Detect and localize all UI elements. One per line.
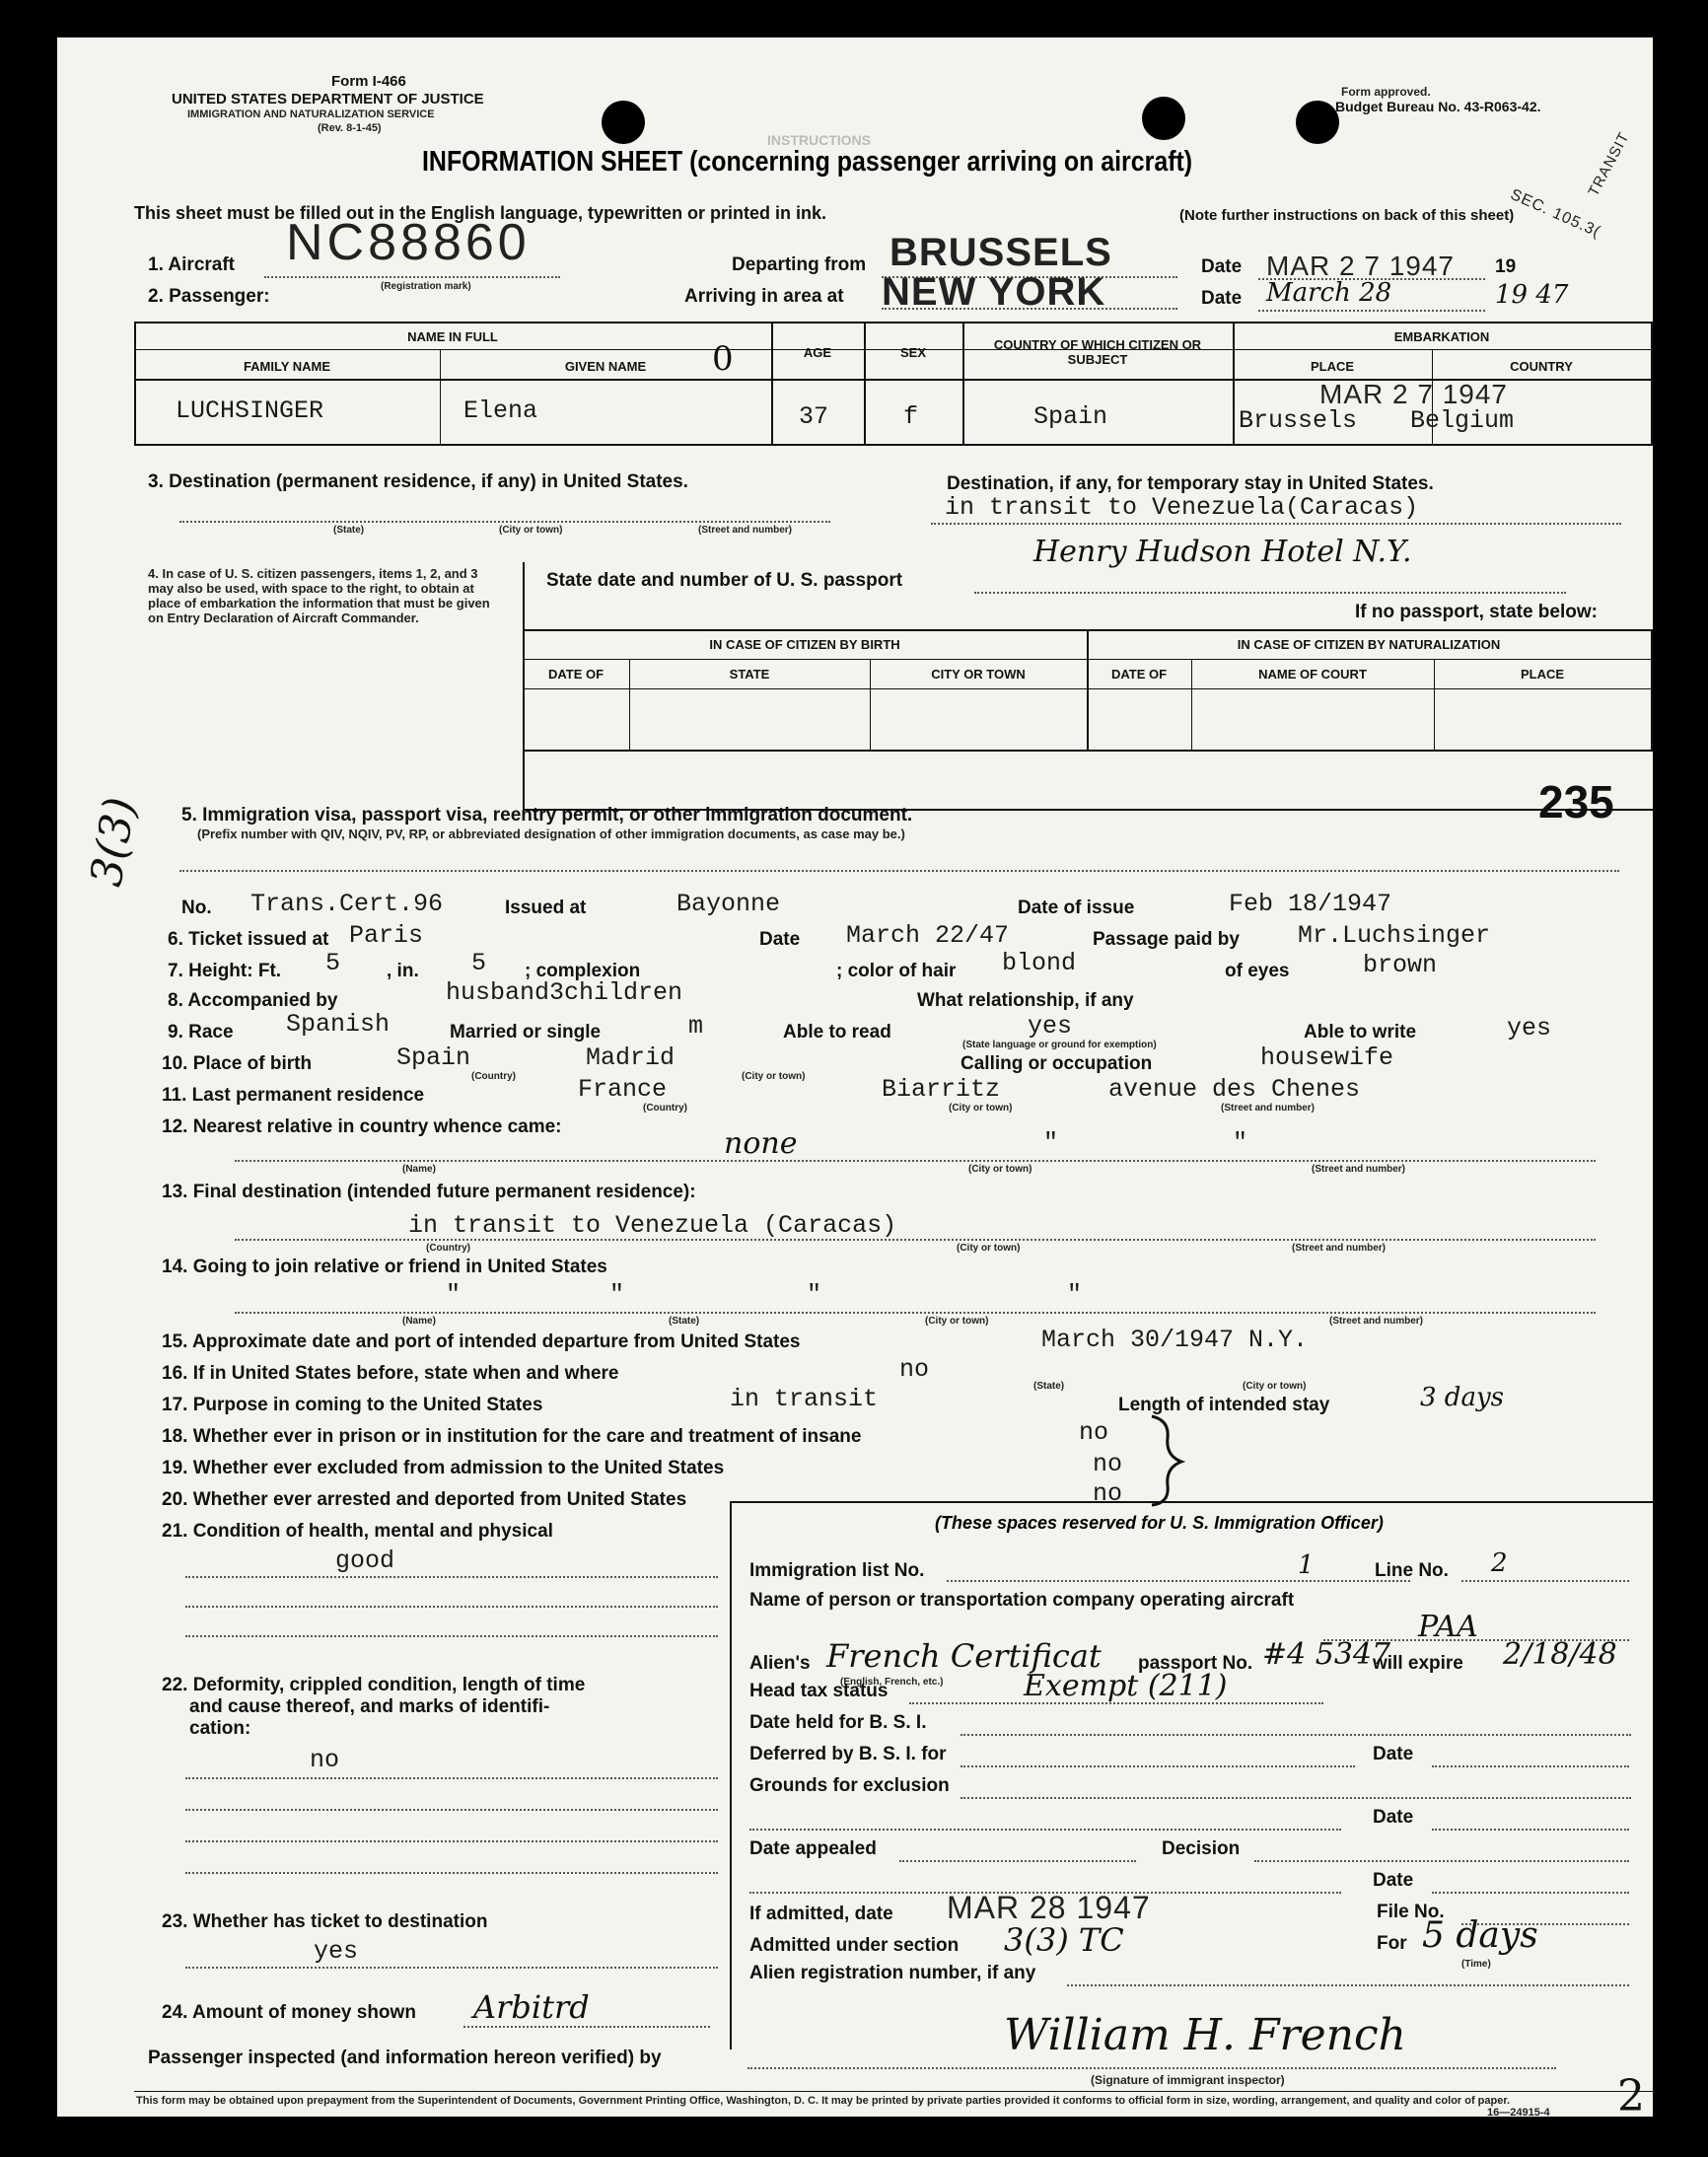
expire-value: 2/18/48 [1503, 1637, 1617, 1672]
date-2-year: 19 47 [1495, 280, 1569, 310]
visa-label: 5. Immigration visa, passport visa, reentry permit, or other immigration document. [181, 805, 913, 826]
temp-destination-value: in transit to Venezuela(Caracas) [945, 493, 1419, 522]
i14-state-caption: (State) [669, 1316, 700, 1327]
aliens-label: Alien's [749, 1653, 811, 1674]
head-tax-label: Head tax status [749, 1681, 889, 1701]
list-no-label: Immigration list No. [749, 1560, 925, 1581]
given-name-header: GIVEN NAME [564, 359, 647, 374]
i9-lang-caption: (State language or ground for exemption) [962, 1040, 1157, 1050]
i8-value: husband3children [446, 978, 683, 1007]
for-label: For [1377, 1933, 1407, 1954]
i11-street: avenue des Chenes [1108, 1075, 1361, 1104]
i7-ft: 5 [325, 949, 341, 977]
citizen-value: Spain [1033, 402, 1108, 431]
aliens-caption: (English, French, etc.) [840, 1677, 944, 1688]
visa-no-label: No. [181, 898, 212, 918]
age-value: 37 [799, 402, 829, 431]
passport-no-value: #4 5347 [1262, 1637, 1391, 1672]
instruction-english: This sheet must be filled out in the English language, typewritten or printed in ink. [134, 203, 827, 223]
i8-relationship-label: What relationship, if any [917, 990, 1134, 1011]
stamp-235: 235 [1538, 776, 1614, 827]
citizen-note: 4. In case of U. S. citizen passengers, items 1, 2, and 3 may also be used, with space to the right, to obtain at place of embarkation the information that must be given on Entry Declaration of Aircraft Commander. [148, 566, 490, 625]
time-caption: (Time) [1461, 1959, 1491, 1970]
i6-paid-label: Passage paid by [1093, 929, 1240, 950]
aliens-value: French Certificat [826, 1637, 1102, 1675]
i20-label: 20. Whether ever arrested and deported from United States [162, 1489, 687, 1510]
dest-state-caption: (State) [333, 525, 365, 536]
line-no-label: Line No. [1375, 1560, 1449, 1581]
admitted-stamp: MAR 28 1947 [947, 1890, 1151, 1925]
footer-mark: 2 [1617, 2071, 1645, 2117]
i9-write-value: yes [1507, 1014, 1552, 1043]
i14-ditto-3: " [807, 1280, 822, 1309]
i12-label: 12. Nearest relative in country whence came: [162, 1116, 562, 1137]
i17-label: 17. Purpose in coming to the United States [162, 1395, 543, 1415]
name-in-full-header: NAME IN FULL [407, 329, 498, 344]
date-label-1: Date [1201, 256, 1243, 277]
i11-country: France [578, 1075, 668, 1104]
instructions-faded: INSTRUCTIONS [767, 132, 871, 148]
i13-label: 13. Final destination (intended future permanent residence): [162, 1182, 696, 1202]
i24-value: Arbitrd [473, 1988, 590, 2026]
visa-sub: (Prefix number with QIV, NQIV, PV, RP, or abbreviated designation of other immigration documents, as case may be.) [197, 827, 905, 841]
i17-value: in transit [730, 1385, 879, 1413]
date-1-stamp: MAR 2 7 1947 [1266, 251, 1455, 281]
service-name: IMMIGRATION AND NATURALIZATION SERVICE [187, 108, 435, 120]
i9-label: 9. Race [168, 1022, 234, 1043]
arriving-label: Arriving in area at [684, 286, 844, 307]
i22-label-2: and cause thereof, and marks of identifi- [189, 1696, 550, 1717]
dest-city-caption: (City or town) [499, 525, 563, 536]
i11-city-caption: (City or town) [949, 1103, 1013, 1114]
i10-city-caption: (City or town) [742, 1071, 806, 1082]
officer-box [730, 1501, 1653, 2049]
dest-street-caption: (Street and number) [698, 525, 793, 536]
i14-street-caption: (Street and number) [1329, 1316, 1424, 1327]
i7-eyes: brown [1363, 951, 1438, 979]
family-name-value: LUCHSINGER [176, 396, 324, 425]
i23-label: 23. Whether has ticket to destination [162, 1911, 488, 1932]
i15-value: March 30/1947 N.Y. [1041, 1326, 1309, 1354]
form-approved: Form approved. [1341, 85, 1431, 99]
decision-date-label: Date [1373, 1870, 1414, 1891]
i12-value: none [724, 1126, 798, 1161]
dept-name: UNITED STATES DEPARTMENT OF JUSTICE [172, 91, 484, 108]
birth-state-header: STATE [729, 667, 770, 682]
i22-label-1: 22. Deformity, crippled condition, length of time [162, 1675, 586, 1695]
i6-date-value: March 22/47 [846, 921, 1010, 950]
nat-court-header: NAME OF COURT [1258, 667, 1367, 682]
i9-married-label: Married or single [450, 1022, 602, 1043]
i14-ditto-4: " [1067, 1280, 1083, 1309]
embarkation-header: EMBARKATION [1393, 329, 1490, 344]
visa-no-value: Trans.Cert.96 [250, 890, 444, 918]
embark-place-header: PLACE [1310, 359, 1355, 374]
i6-paid-value: Mr.Luchsinger [1298, 921, 1491, 950]
i9-read-value: yes [1028, 1012, 1073, 1041]
i19-value: no [1093, 1450, 1123, 1478]
i7-hair-label: ; color of hair [836, 961, 957, 981]
i10-occupation-label: Calling or occupation [961, 1053, 1153, 1074]
punch-hole-right [1296, 101, 1339, 144]
embark-date-stamp: MAR 2 7 1947 [1319, 379, 1508, 409]
section-label: Admitted under section [749, 1935, 960, 1956]
i11-country-caption: (Country) [643, 1103, 687, 1114]
operator-label: Name of person or transportation company operating aircraft [749, 1590, 1295, 1611]
head-tax-value: Exempt (211) [1024, 1669, 1228, 1703]
i18-value: no [1079, 1418, 1109, 1447]
i12-ditto-2: " [1233, 1128, 1248, 1157]
inspected-label: Passenger inspected (and information hereon verified) by [148, 2048, 662, 2068]
i8-label: 8. Accompanied by [168, 990, 338, 1011]
passport-no-label: passport No. [1138, 1653, 1253, 1674]
punch-hole-center [1142, 97, 1185, 140]
i12-street-caption: (Street and number) [1312, 1164, 1406, 1175]
given-name-value: Elena [463, 396, 538, 425]
date-label-2: Date [1201, 288, 1243, 309]
date-1-year: 19 [1495, 256, 1517, 277]
i24-label: 24. Amount of money shown [162, 2002, 416, 2023]
sex-value: f [903, 402, 919, 431]
i6-value: Paris [349, 921, 424, 950]
issued-at-value: Bayonne [676, 890, 781, 918]
embark-country-header: COUNTRY [1510, 359, 1573, 374]
i18-label: 18. Whether ever in prison or in institution for the care and treatment of insane [162, 1426, 862, 1447]
bsi-held-label: Date held for B. S. I. [749, 1712, 927, 1733]
i10-country: Spain [396, 1043, 471, 1072]
i9-married-value: m [688, 1012, 704, 1041]
by-nat-header: IN CASE OF CITIZEN BY NATURALIZATION [1237, 637, 1501, 652]
i12-ditto-1: " [1043, 1128, 1059, 1157]
i7-eyes-label: of eyes [1225, 961, 1290, 981]
instruction-note: (Note further instructions on back of this sheet) [1179, 207, 1515, 224]
i6-label: 6. Ticket issued at [168, 929, 329, 950]
i15-label: 15. Approximate date and port of intended departure from United States [162, 1331, 801, 1352]
given-name-mark: 0 [712, 339, 734, 379]
file-no-label: File No. [1377, 1902, 1445, 1922]
i16-city-caption: (City or town) [1243, 1381, 1307, 1392]
passenger-label: 2. Passenger: [148, 286, 270, 307]
list-no-value: 1 [1298, 1550, 1315, 1580]
form-number: Form I-466 [331, 73, 406, 90]
admitted-label: If admitted, date [749, 1904, 893, 1924]
i11-label: 11. Last permanent residence [162, 1085, 425, 1106]
punch-hole-left [602, 101, 645, 144]
birth-date-header: DATE OF [547, 667, 605, 682]
aircraft-value: NC88860 [286, 214, 531, 271]
i10-country-caption: (Country) [471, 1071, 516, 1082]
i17-stay-value: 3 days [1420, 1383, 1504, 1412]
i16-state-caption: (State) [1033, 1381, 1065, 1392]
i20-value: no [1093, 1479, 1123, 1508]
i7-in-label: , in. [387, 961, 419, 981]
footer-code: 16—24915-4 [1487, 2107, 1550, 2117]
i7-label: 7. Height: Ft. [168, 961, 282, 981]
registration-caption: (Registration mark) [381, 281, 471, 292]
embark-place-value: Brussels [1239, 406, 1358, 435]
operator-value: PAA [1418, 1610, 1478, 1644]
i12-name-caption: (Name) [402, 1164, 436, 1175]
i13-city-caption: (City or town) [957, 1243, 1021, 1254]
aircraft-label: 1. Aircraft [148, 254, 235, 275]
birth-city-header: CITY OR TOWN [931, 667, 1026, 682]
inspector-signature: William H. French [1004, 2010, 1406, 2060]
i23-value: yes [314, 1937, 359, 1966]
i22-value: no [310, 1746, 340, 1774]
i14-label: 14. Going to join relative or friend in United States [162, 1257, 607, 1277]
i16-value: no [899, 1355, 930, 1384]
us-passport-label: State date and number of U. S. passport [546, 570, 903, 591]
i13-street-caption: (Street and number) [1292, 1243, 1387, 1254]
i12-city-caption: (City or town) [968, 1164, 1032, 1175]
i14-name-caption: (Name) [402, 1316, 436, 1327]
rev-date: (Rev. 8-1-45) [318, 122, 382, 134]
signature-caption: (Signature of immigrant inspector) [1091, 2073, 1285, 2087]
i7-complexion-label: ; complexion [525, 961, 641, 981]
i10-occupation-value: housewife [1260, 1043, 1394, 1072]
i9-read-label: Able to read [783, 1022, 891, 1043]
issued-at-label: Issued at [505, 898, 587, 918]
i14-ditto-1: " [446, 1280, 462, 1309]
i14-ditto-2: " [609, 1280, 625, 1309]
for-value: 5 days [1422, 1915, 1538, 1956]
i9-value: Spanish [286, 1010, 391, 1039]
transit-stamp: TRANSIT [1585, 129, 1633, 199]
i21-label: 21. Condition of health, mental and physical [162, 1521, 553, 1542]
i16-label: 16. If in United States before, state when and where [162, 1363, 619, 1384]
i14-city-caption: (City or town) [925, 1316, 989, 1327]
i10-label: 10. Place of birth [162, 1053, 313, 1074]
decision-label: Decision [1162, 1838, 1241, 1859]
section-value: 3(3) TC [1004, 1921, 1124, 1959]
arriving-value: NEW YORK [882, 270, 1106, 314]
i17-stay-label: Length of intended stay [1118, 1395, 1330, 1415]
date-of-issue-label: Date of issue [1018, 898, 1135, 918]
budget-number: Budget Bureau No. 43-R063-42. [1335, 99, 1541, 114]
margin-note: 3(3) [81, 793, 147, 891]
expire-label: will expire [1373, 1653, 1463, 1674]
nat-date-header: DATE OF [1110, 667, 1168, 682]
i19-label: 19. Whether ever excluded from admission to the United States [162, 1458, 725, 1478]
officer-box-title: (These spaces reserved for U. S. Immigration Officer) [935, 1513, 1384, 1533]
date-of-issue-value: Feb 18/1947 [1229, 890, 1392, 918]
country-citizen-header: COUNTRY OF WHICH CITIZEN OR SUBJECT [993, 337, 1202, 367]
appealed-label: Date appealed [749, 1838, 877, 1859]
section-stamp: SEC. 105.3( [1507, 185, 1603, 242]
information-sheet-page [57, 37, 1653, 2117]
grounds-date-label: Date [1373, 1807, 1414, 1828]
footer-text: This form may be obtained upon prepayment from the Superintendent of Documents, Government Printing Office, Washington, D. C. It may be printed by private parties provided it conforms to official form in size, wording, arrangement, and quality and color of paper. [136, 2095, 1511, 2107]
destination-label: 3. Destination (permanent residence, if any) in United States. [148, 471, 688, 492]
i10-city: Madrid [586, 1043, 676, 1072]
temp-destination-label: Destination, if any, for temporary stay in United States. [947, 473, 1434, 494]
i13-country-caption: (Country) [426, 1243, 470, 1254]
by-birth-header: IN CASE OF CITIZEN BY BIRTH [709, 637, 900, 652]
deferred-label: Deferred by B. S. I. for [749, 1744, 947, 1764]
i7-hair: blond [1002, 949, 1077, 977]
i7-in: 5 [471, 949, 487, 977]
deferred-date-label: Date [1373, 1744, 1414, 1764]
family-name-header: FAMILY NAME [243, 359, 331, 374]
embark-country-value: Belgium [1410, 406, 1515, 435]
no-passport-label: If no passport, state below: [1355, 602, 1598, 622]
i6-date-label: Date [759, 929, 801, 950]
date-2-hand: March 28 [1266, 278, 1392, 308]
temp-destination-hand: Henry Hudson Hotel N.Y. [1033, 535, 1412, 569]
i21-value: good [335, 1546, 395, 1575]
i22-label-3: cation: [189, 1718, 251, 1739]
sex-header: SEX [899, 345, 926, 360]
brace-mark [1146, 1412, 1189, 1509]
line-no-value: 2 [1491, 1548, 1508, 1578]
i11-street-caption: (Street and number) [1221, 1103, 1316, 1114]
grounds-label: Grounds for exclusion [749, 1775, 950, 1796]
i11-city: Biarritz [882, 1075, 1001, 1104]
form-title: INFORMATION SHEET (concerning passenger arriving on aircraft) [422, 146, 1193, 178]
i13-value: in transit to Venezuela (Caracas) [408, 1211, 897, 1240]
departing-value: BRUSSELS [890, 231, 1112, 274]
i9-write-label: Able to write [1304, 1022, 1417, 1043]
departing-label: Departing from [732, 254, 867, 275]
registration-label: Alien registration number, if any [749, 1963, 1036, 1983]
nat-place-header: PLACE [1520, 667, 1565, 682]
age-header: AGE [803, 345, 832, 360]
